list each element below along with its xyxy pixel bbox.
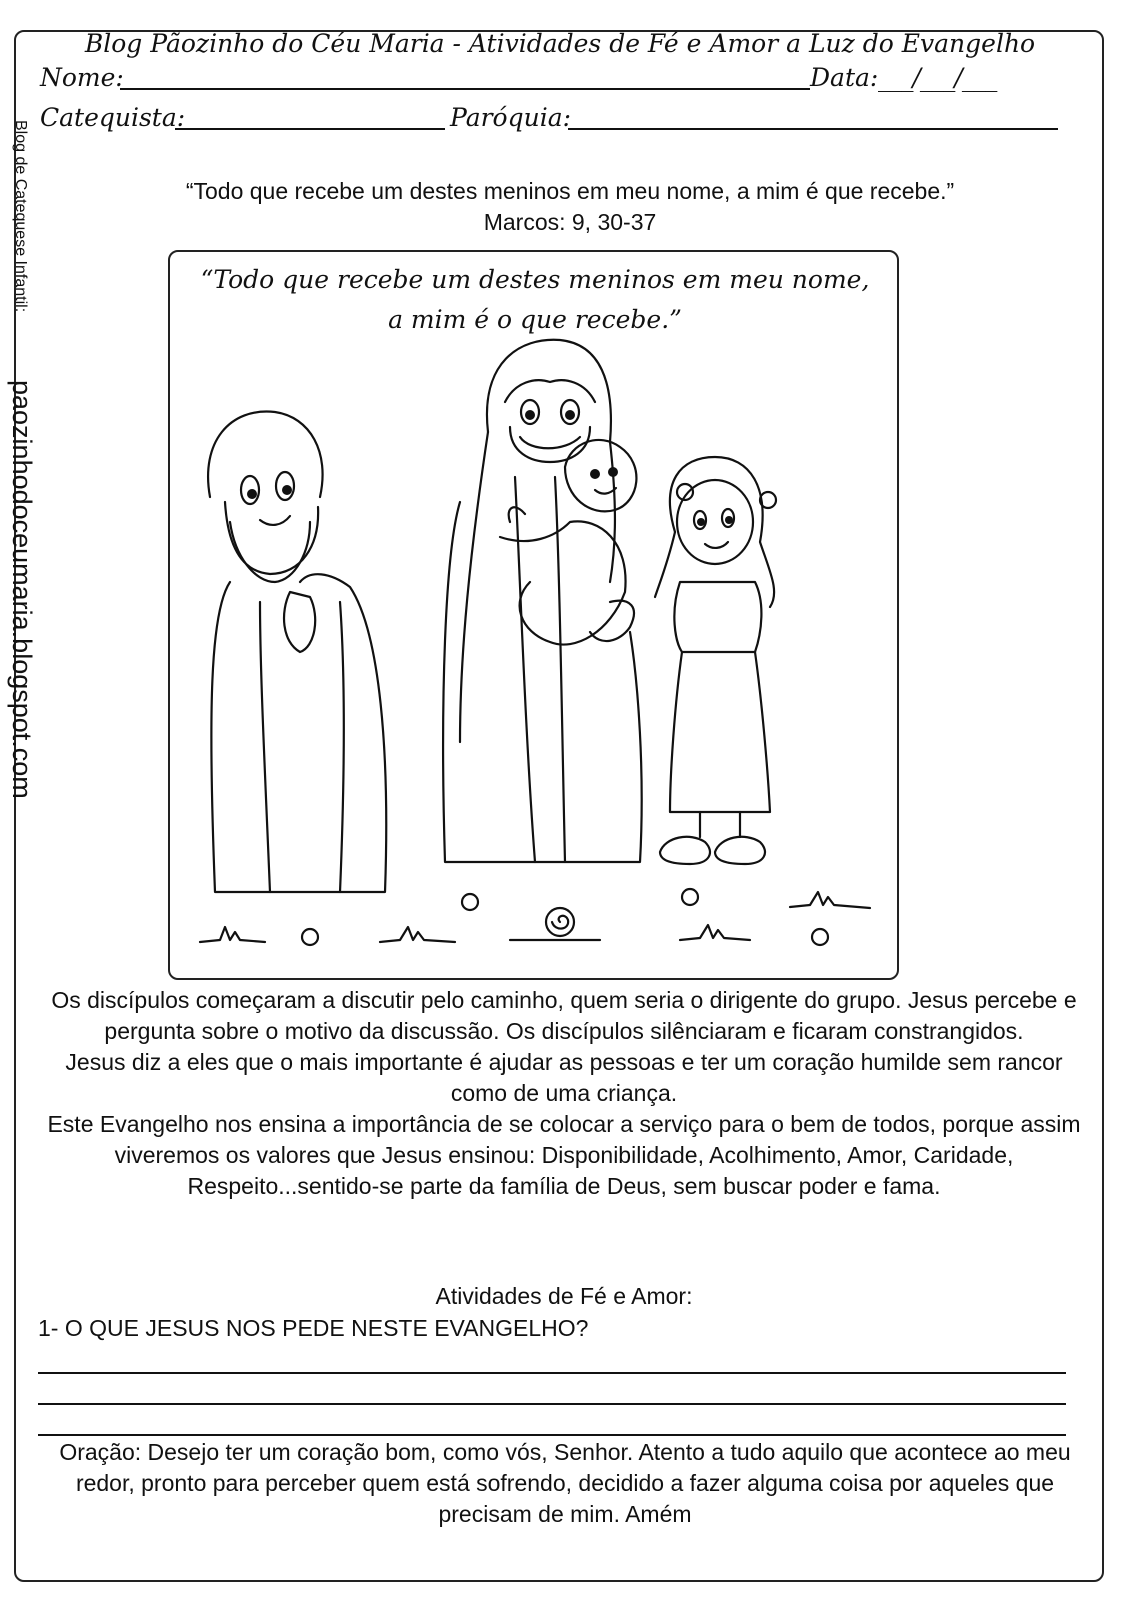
coloring-illustration	[168, 250, 899, 980]
reflection-paragraph: Jesus diz a eles que o mais importante é ajudar as pessoas e ter um coração humilde sem rancor como de uma criança.	[65, 1049, 1063, 1106]
answer-line[interactable]	[38, 1372, 1066, 1374]
reflection-paragraph: Este Evangelho nos ensina a importância de se colocar a serviço para o bem de todos, porque assim viveremos os valores que Jesus ensinou: Disponibilidade, Acolhimento, Amor, Caridade, Respeito...sentido-se parte da família de Deus, sem buscar poder e fama.	[47, 1111, 1081, 1199]
reflection-paragraph: Os discípulos começaram a discutir pelo caminho, quem seria o dirigente do grupo. Jesus percebe e pergunta sobre o motivo da discussão. Os discípulos silênciaram e ficaram constrangidos.	[51, 987, 1077, 1044]
illustration-caption: “Todo que recebe um destes meninos em meu nome, a mim é o que recebe.”	[200, 265, 870, 334]
ground-decorations	[200, 889, 870, 945]
parish-label: Paróquia:	[450, 103, 572, 132]
question-1: 1- O QUE JESUS NOS PEDE NESTE EVANGELHO?	[38, 1315, 589, 1341]
baby-figure	[500, 440, 636, 645]
sidebar-label-text: Blog de Catequese Infantil:	[12, 120, 29, 313]
answer-line[interactable]	[38, 1403, 1066, 1405]
prayer-text: Oração: Desejo ter um coração bom, como vós, Senhor. Atento a tudo aquilo que acontece ao meu redor, pronto para perceber quem está sofrendo, decidido a fazer alguma coisa por aqueles que precisam de mim. Amém	[59, 1439, 1071, 1527]
date-field[interactable]: ___/___/___	[878, 63, 997, 92]
gospel-reference: Marcos: 9, 30-37	[483, 209, 657, 235]
sidebar-url	[2, 380, 42, 910]
girl-figure	[655, 457, 776, 864]
catechist-label: Catequista:	[40, 103, 186, 132]
sidebar-url-text: paozinhodoceumaria.blogspot.com	[7, 380, 37, 799]
catechist-field[interactable]	[175, 128, 445, 130]
gospel-quote: “Todo que recebe um destes meninos em meu nome, a mim é que recebe.”	[185, 178, 955, 204]
blog-title: Blog Pãozinho do Céu Maria - Atividades de Fé e Amor a Luz do Evangelho	[84, 29, 1036, 58]
name-field[interactable]	[120, 88, 810, 90]
disciple-figure	[208, 412, 386, 892]
parish-field[interactable]	[568, 128, 1058, 130]
reflection-text	[36, 985, 1092, 1202]
answer-line[interactable]	[38, 1434, 1066, 1436]
coloring-drawing	[170, 252, 899, 980]
activities-heading: Atividades de Fé e Amor:	[435, 1283, 693, 1309]
date-label: Data:	[810, 63, 879, 92]
name-label: Nome:	[40, 63, 124, 92]
